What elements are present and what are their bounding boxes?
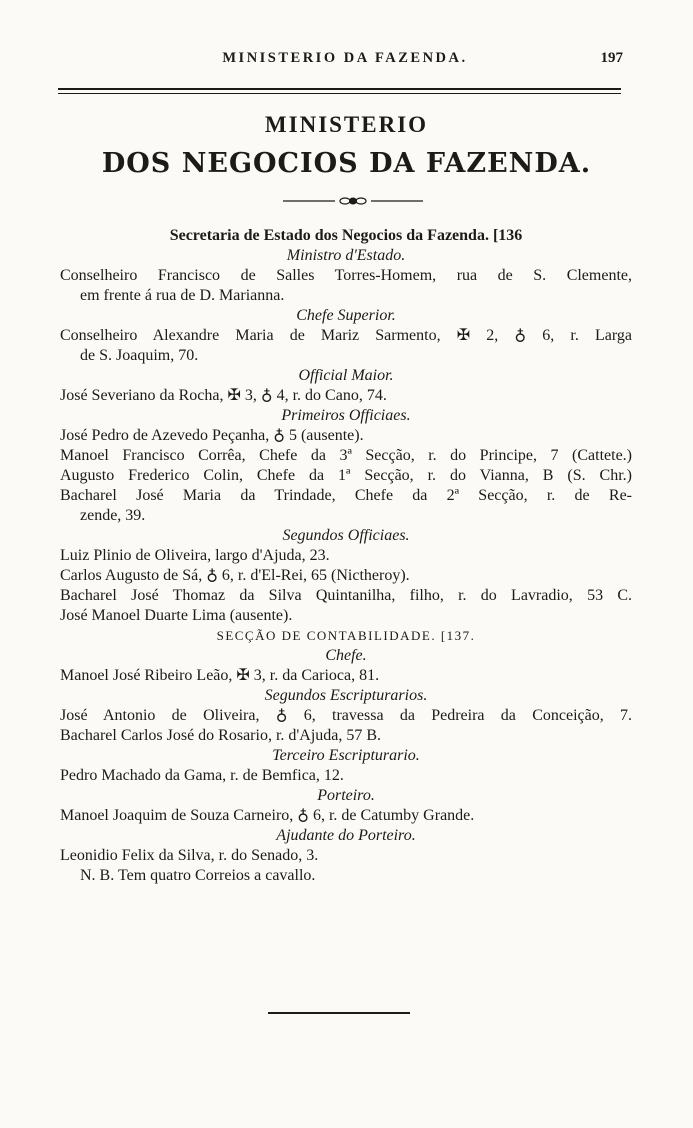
entry-line: de S. Joaquim, 70. xyxy=(80,347,199,364)
entry-line: Luiz Plinio de Oliveira, largo d'Ajuda, 23. xyxy=(60,547,330,564)
entry-line: Bacharel José Thomaz da Silva Quintanilha, filho, r. do Lavradio, 53 C. xyxy=(60,587,632,604)
entry-line: zende, 39. xyxy=(80,507,146,524)
running-head: MINISTERIO DA FAZENDA. xyxy=(222,50,468,66)
entry-line: Conselheiro Francisco de Salles Torres-Homem, rua de S. Clemente, xyxy=(60,267,632,284)
entry-line: José Antonio de Oliveira, ♁ 6, travessa da Pedreira da Conceição, 7. xyxy=(60,707,632,724)
section-heading: Secretaria de Estado dos Negocios da Fazenda. [136 xyxy=(169,227,523,244)
entry-line: José Pedro de Azevedo Peçanha, ♁ 5 (ausente). xyxy=(60,427,364,444)
ornament-divider xyxy=(283,197,423,205)
entry-line: Bacharel José Maria da Trindade, Chefe da 2ª Secção, r. de Re- xyxy=(60,487,632,504)
entry-line: Manoel Francisco Corrêa, Chefe da 3ª Secção, r. do Principe, 7 (Cattete.) xyxy=(60,447,632,464)
page-number: 197 xyxy=(600,50,623,66)
entry-line: Augusto Frederico Colin, Chefe da 1ª Secção, r. do Vianna, B (S. Chr.) xyxy=(60,467,632,484)
header-rule xyxy=(58,88,621,94)
section-heading: Terceiro Escripturario. xyxy=(272,747,420,764)
section-heading: Segundos Officiaes. xyxy=(282,527,410,544)
section-heading: Primeiros Officiaes. xyxy=(281,407,411,424)
entry-line: José Severiano da Rocha, ✠ 3, ♁ 4, r. do Cano, 74. xyxy=(60,387,387,404)
section-heading: Ministro d'Estado. xyxy=(286,247,406,264)
section-subtitle: DOS NEGOCIOS DA FAZENDA. xyxy=(101,148,592,179)
entry-line: Carlos Augusto de Sá, ♁ 6, r. d'El-Rei, 65 (Nictheroy). xyxy=(60,567,410,584)
entry-line: Manoel Joaquim de Souza Carneiro, ♁ 6, r. de Catumby Grande. xyxy=(60,807,475,824)
entry-line: Pedro Machado da Gama, r. de Bemfica, 12. xyxy=(60,767,344,784)
section-heading: Official Maior. xyxy=(298,367,394,384)
entry-line: Manoel José Ribeiro Leão, ✠ 3, r. da Carioca, 81. xyxy=(60,667,380,684)
section-heading: Porteiro. xyxy=(317,787,375,804)
section-heading: Segundos Escripturarios. xyxy=(264,687,428,704)
entry-line: em frente á rua de D. Marianna. xyxy=(80,287,285,304)
section-heading: Ajudante do Porteiro. xyxy=(276,827,416,844)
section-heading: Chefe Superior. xyxy=(296,307,396,324)
section-title: MINISTERIO xyxy=(264,112,429,137)
entry-line: José Manoel Duarte Lima (ausente). xyxy=(60,607,293,624)
section-heading: SECÇÃO DE CONTABILIDADE. [137. xyxy=(216,628,476,643)
entry-line: Leonidio Felix da Silva, r. do Senado, 3. xyxy=(60,847,319,864)
entry-line: Bacharel Carlos José do Rosario, r. d'Ajuda, 57 B. xyxy=(60,727,382,744)
entry-line: N. B. Tem quatro Correios a cavallo. xyxy=(80,867,316,884)
section-heading: Chefe. xyxy=(325,647,367,664)
closing-rule xyxy=(268,1012,410,1014)
entry-line: Conselheiro Alexandre Maria de Mariz Sarmento, ✠ 2, ♁ 6, r. Larga xyxy=(60,327,632,344)
directory-text xyxy=(60,226,632,886)
